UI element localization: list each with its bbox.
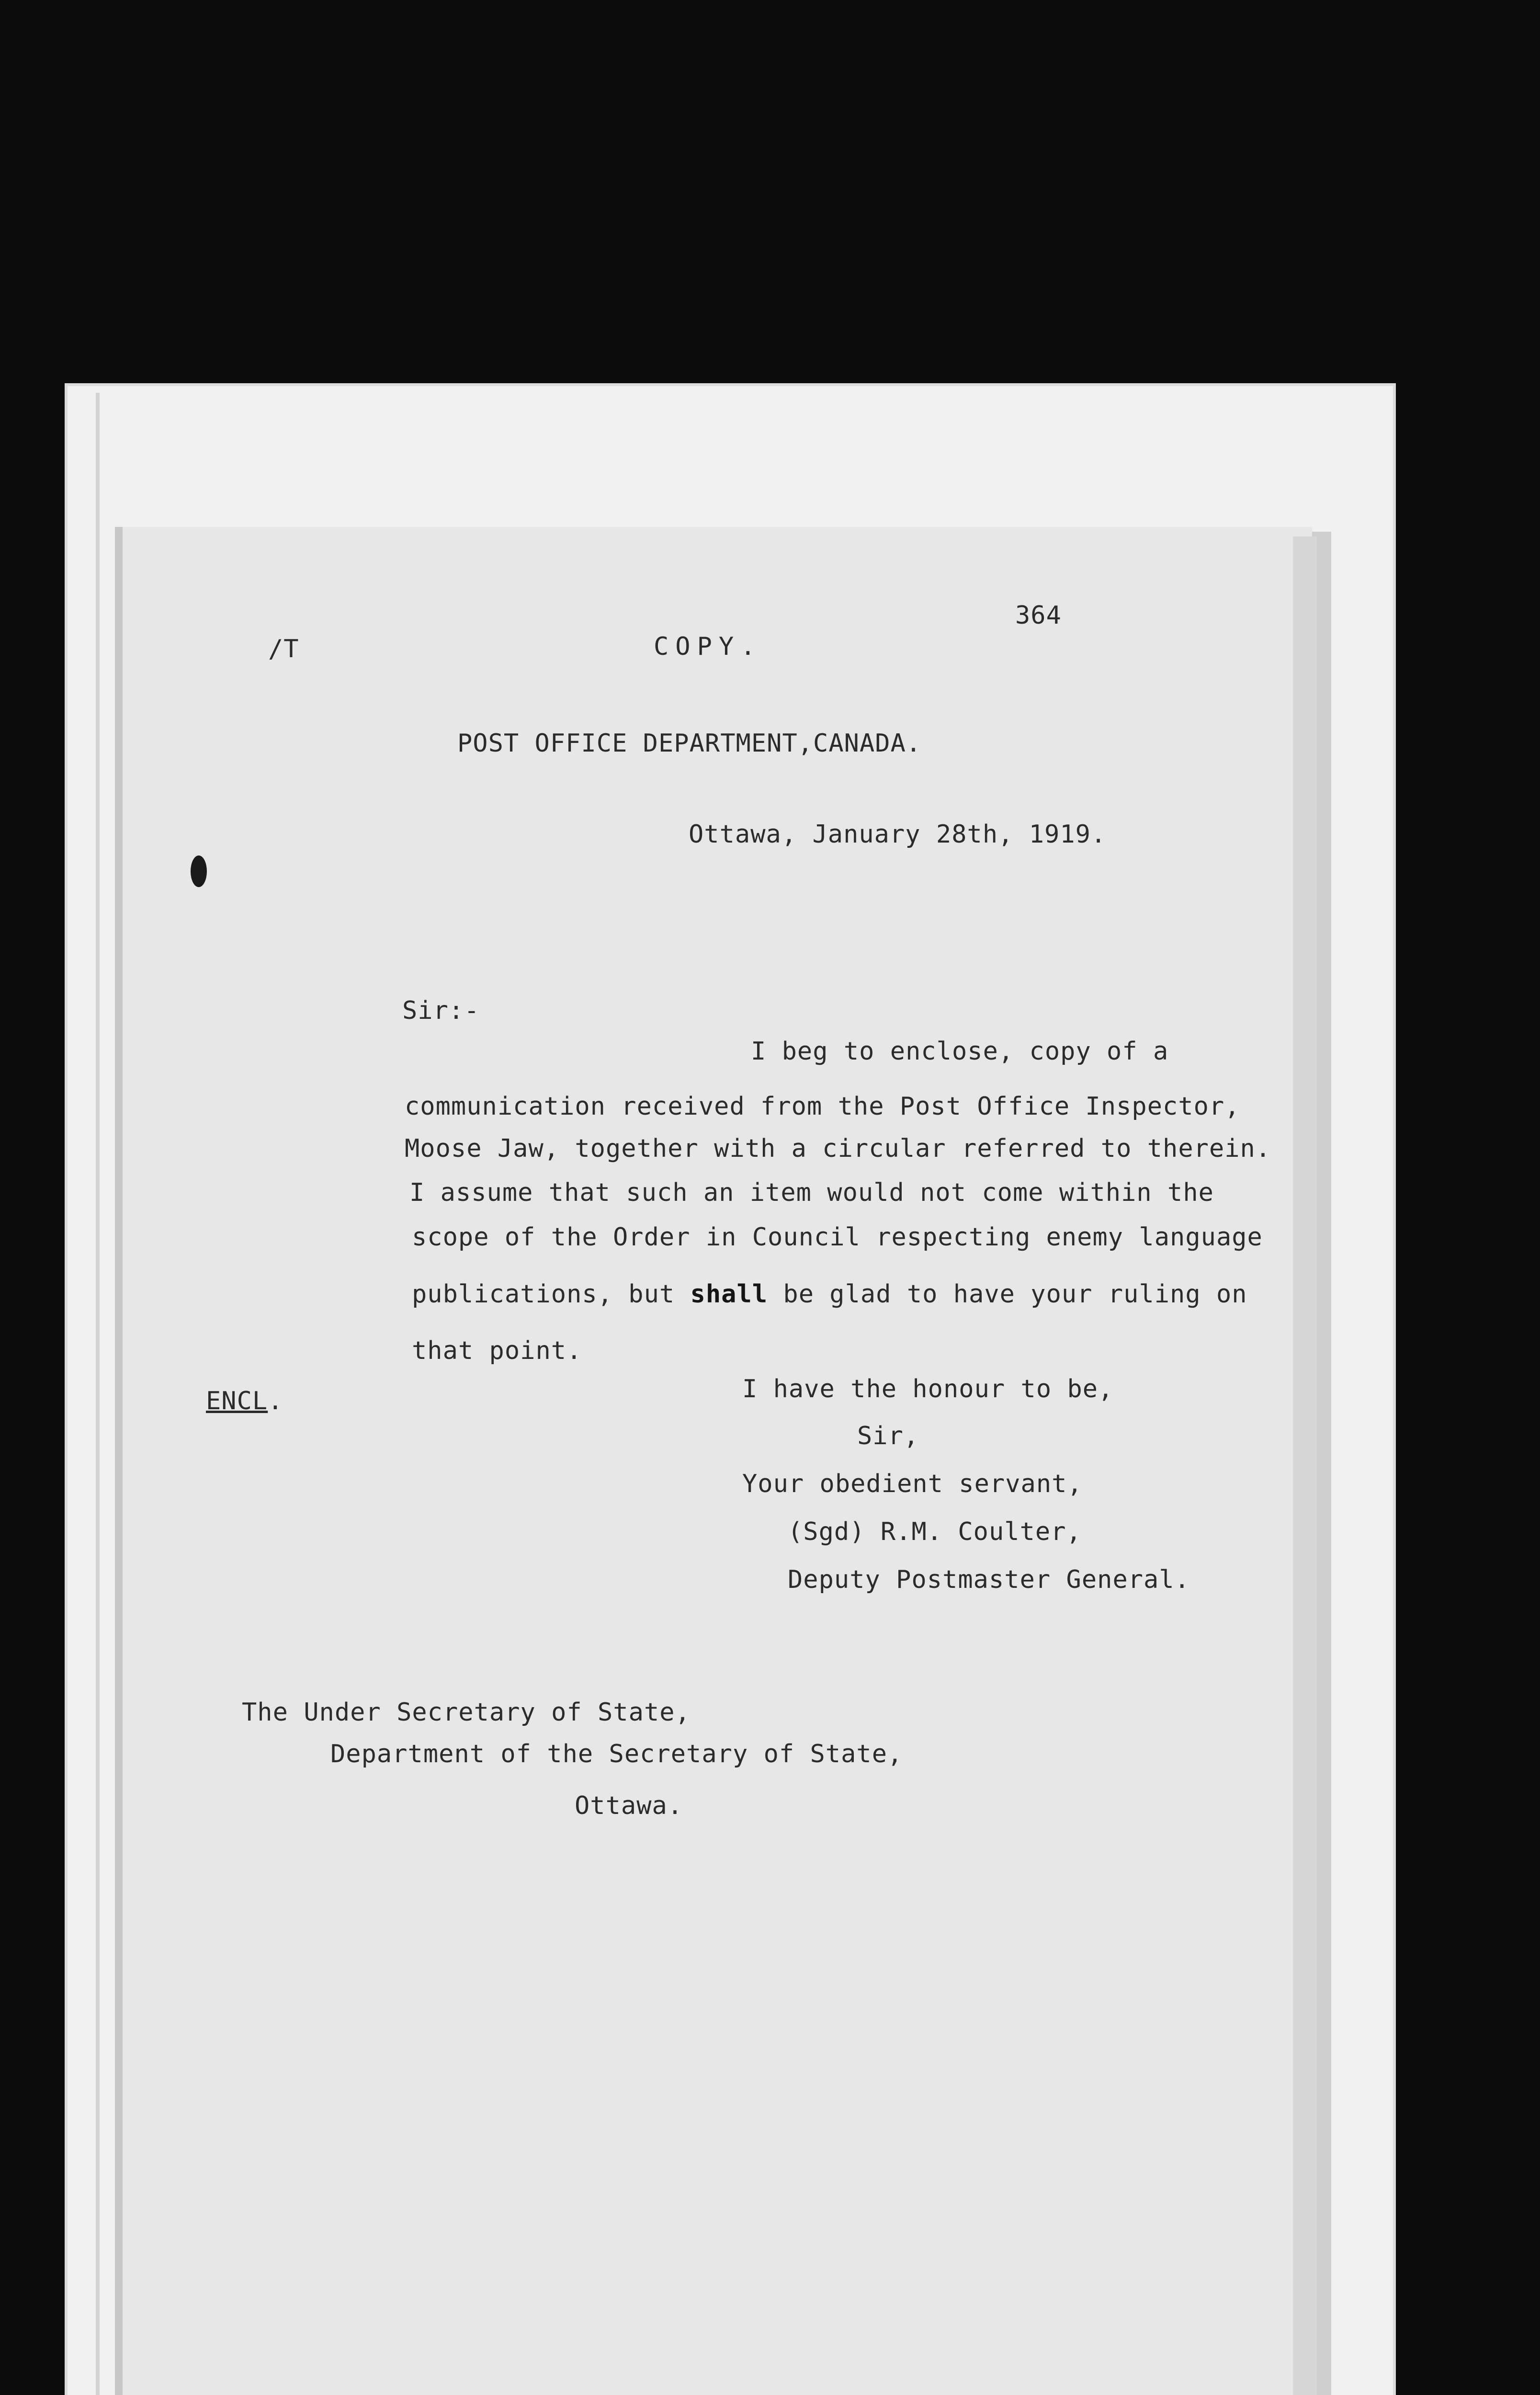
body-line-1: I beg to enclose, copy of a (751, 1037, 1169, 1066)
addressee-line-3: Ottawa. (575, 1791, 683, 1820)
addressee-line-1: The Under Secretary of State, (242, 1698, 691, 1727)
closing-title: Deputy Postmaster General. (788, 1565, 1190, 1594)
body-line-4: I assume that such an item would not come within the (409, 1178, 1214, 1207)
enclosure-mark-text: ENCL (206, 1387, 268, 1415)
closing-line-2: Sir, (857, 1422, 919, 1450)
salutation: Sir:- (402, 996, 480, 1025)
addressee-line-2: Department of the Secretary of State, (330, 1740, 903, 1768)
body-line-7: that point. (412, 1336, 582, 1365)
closing-line-3: Your obedient servant, (742, 1470, 1083, 1498)
punch-hole (191, 855, 207, 887)
copy-heading: COPY. (654, 632, 762, 661)
closing-line-1: I have the honour to be, (742, 1375, 1114, 1403)
sheet-edge (1293, 536, 1317, 2395)
body-line-2: communication received from the Post Office Inspector, (405, 1092, 1240, 1121)
enclosure-mark (206, 1387, 283, 1415)
letter-sheet (115, 527, 1312, 2395)
body-line-5: scope of the Order in Council respecting enemy language (412, 1223, 1263, 1252)
body-line-6-end: be glad to have your ruling on (783, 1280, 1247, 1309)
mount-fold-line (96, 393, 100, 2395)
body-line-6-start: publications, but (412, 1280, 675, 1309)
body-line-6-emphasis: shall (690, 1280, 768, 1309)
closing-signature: (Sgd) R.M. Coulter, (788, 1517, 1082, 1546)
body-line-6 (412, 1280, 1247, 1309)
reference-mark: /T (268, 635, 299, 663)
enclosure-mark-punct: . (268, 1387, 283, 1415)
body-line-3: Moose Jaw, together with a circular referred to therein. (405, 1134, 1271, 1163)
department-heading: POST OFFICE DEPARTMENT,CANADA. (457, 729, 922, 758)
place-date: Ottawa, January 28th, 1919. (689, 820, 1107, 849)
page-number: 364 (1015, 601, 1062, 630)
